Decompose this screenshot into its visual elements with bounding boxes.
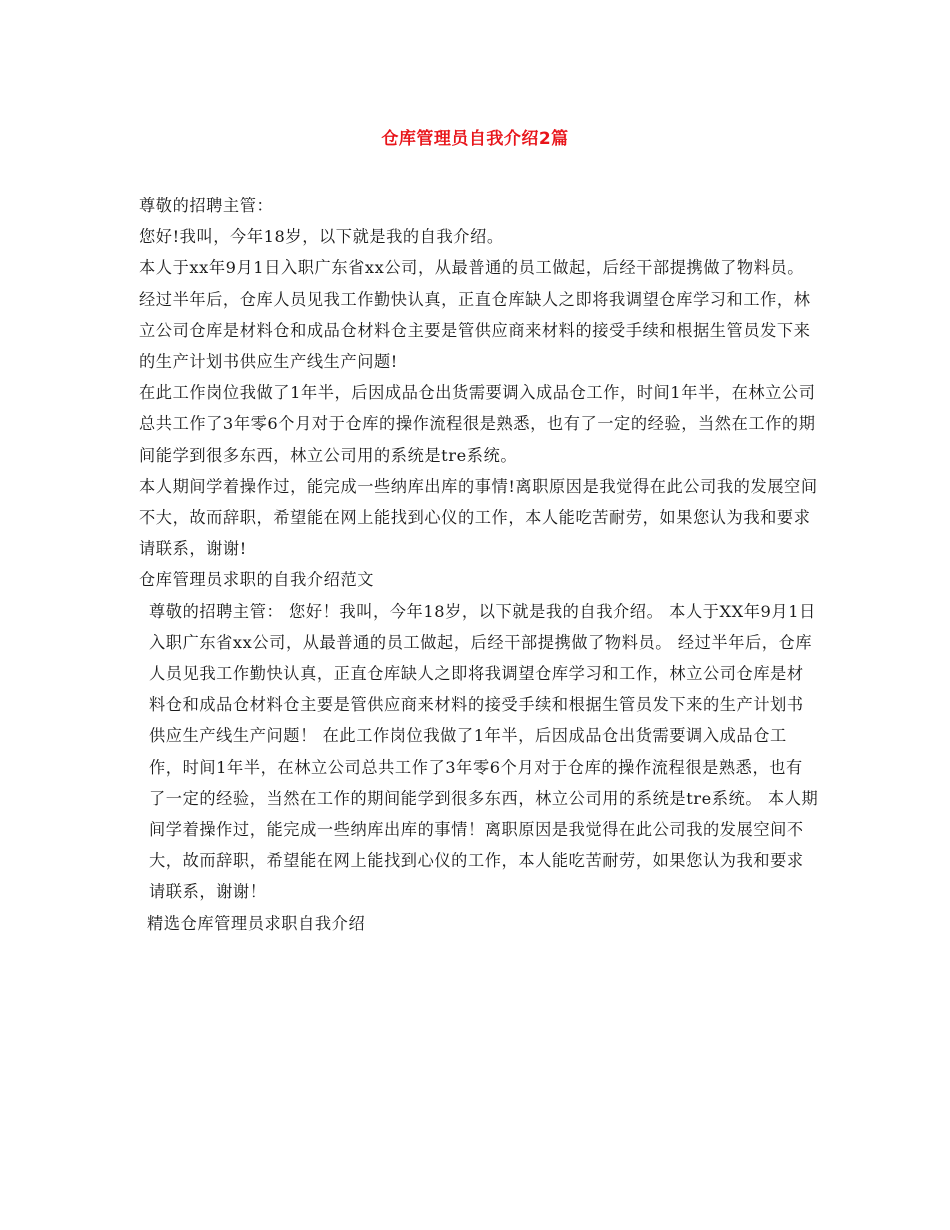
document-title: 仓库管理员自我介绍2篇 [381,129,569,149]
resignation-paragraph: 本人期间学着操作过，能完成一些纳库出库的事情!离职原因是我觉得在此公司我的发展空间不大，故而辞职，希望能在网上能找到心仪的工作，本人能吃苦耐劳，如果您认为我和要求请联系，谢谢! [139,476,818,559]
intro-paragraph: 本人于xx年9月1日入职广东省xx公司，从最普通的员工做起，后经干部提携做了物料员。 [139,258,805,278]
section-heading-selected: 精选仓库管理员求职自我介绍 [147,913,366,933]
document-body [139,190,819,939]
salutation-paragraph: 尊敬的招聘主管： [139,196,274,215]
section-heading-sample: 仓库管理员求职的自我介绍范文 [139,570,375,590]
position-paragraph: 在此工作岗位我做了1年半，后因成品仓出货需要调入成品仓工作，时间1年半，在林立公司总共工作了3年零6个月对于仓库的操作流程很是熟悉，也有了一定的经验，当然在工作的期间能学到很多东西，林立公司用的系统是tre系统。 [139,383,816,465]
sample-paragraph: 尊敬的招聘主管： 您好！我叫，今年18岁，以下就是我的自我介绍。 本人于XX年9月1日入职广东省xx公司，从最普通的员工做起，后经干部提携做了物料员。 经过半年后，仓库人员见我工作勤快认真，正直仓库缺人之即将我调望仓库学习和工作，林立公司仓库是材料仓和成品仓材料仓主要是管供应商来材料的接受手续和根据生管员发下来的生产计划书供应生产线生产问题！ 在此工作岗位我做了1年半，后因成品仓出货需要调入成品仓工作，时间1年半，在林立公司总共工作了3年零6个月对于仓库的操作流程很是熟悉，也有了一定的经验，当然在工作的期间能学到很多东西，林立公司用的系统是tre系统。 本人期间学着操作过，能完成一些纳库出库的事情！离职原因是我觉得在此公司我的发展空间不大，故而辞职，希望能在网上能找到心仪的工作，本人能吃苦耐劳，如果您认为我和要求请联系，谢谢！ [149,601,819,902]
experience-paragraph: 经过半年后，仓库人员见我工作勤快认真，正直仓库缺人之即将我调望仓库学习和工作，林立公司仓库是材料仓和成品仓材料仓主要是管供应商来材料的接受手续和根据生管员发下来的生产计划书供应生产线生产问题! [139,289,811,372]
greeting-paragraph: 您好!我叫，今年18岁，以下就是我的自我介绍。 [139,227,504,247]
